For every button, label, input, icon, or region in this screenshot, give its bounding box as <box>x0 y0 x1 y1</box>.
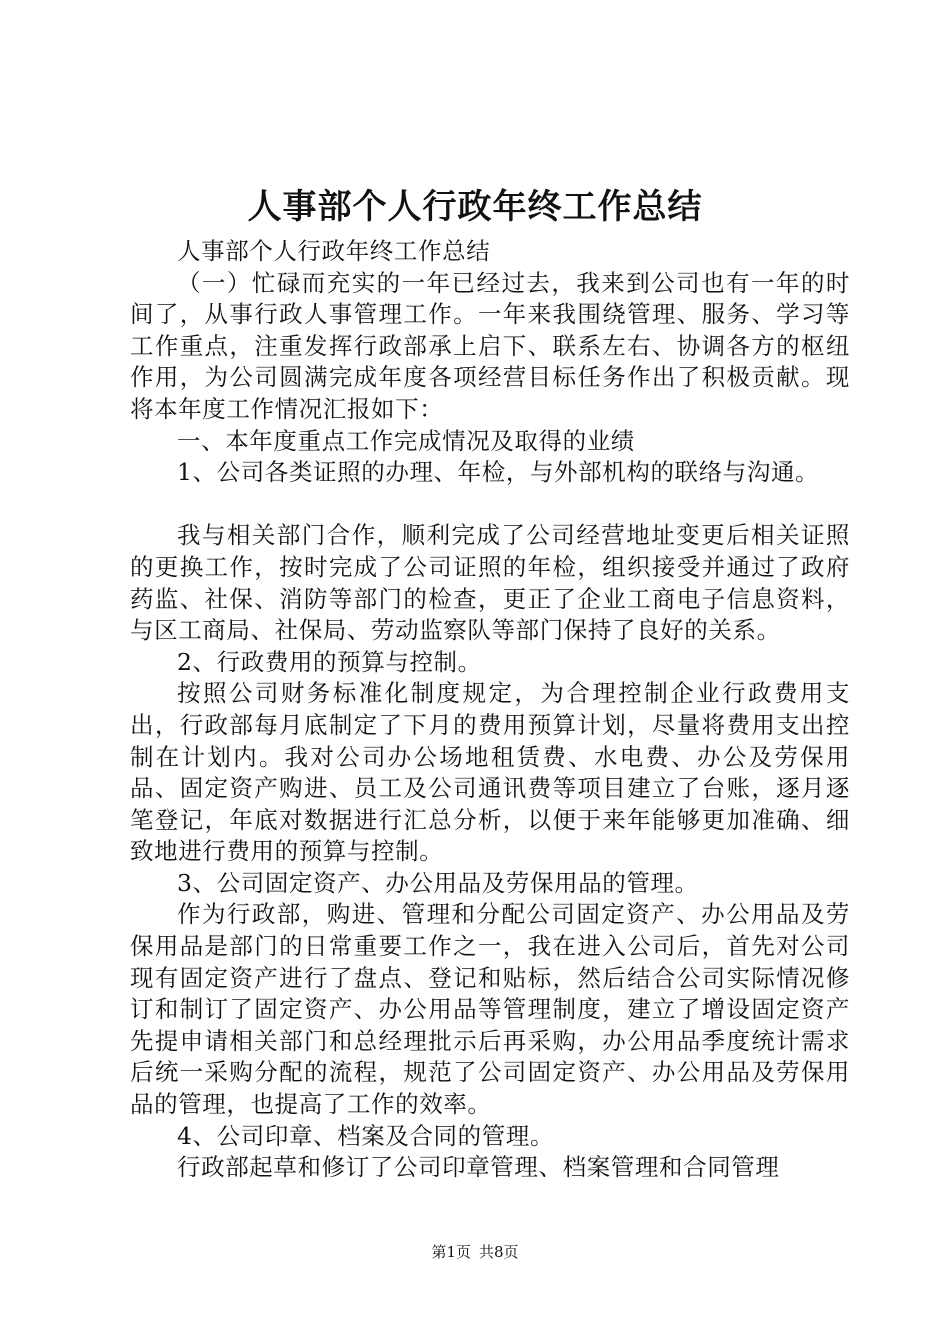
item-heading-3: 3、公司固定资产、办公用品及劳保用品的管理。 <box>177 868 699 897</box>
paragraph-item-3: 作为行政部，购进、管理和分配公司固定资产、办公用品及劳保用品是部门的日常重要工作之一，我在进入公司后，首先对公司现有固定资产进行了盘点、登记和贴标，然后结合公司实际情况修订和制订了固定资产、办公用品等管理制度，建立了增设固定资产先提申请相关部门和总经理批示后再采购，办公用品季度统计需求后统一采购分配的流程，规范了公司固定资产、办公用品及劳保用品的管理，也提高了工作的效率。 <box>130 900 850 1119</box>
page-total: 共8页 <box>479 1243 519 1261</box>
paragraph-subtitle: 人事部个人行政年终工作总结 <box>177 237 491 265</box>
page-number: 第1页 <box>431 1243 471 1261</box>
paragraph-intro: （一）忙碌而充实的一年已经过去，我来到公司也有一年的时间了，从事行政人事管理工作。一年来我围绕管理、服务、学习等工作重点，注重发挥行政部承上启下、联系左右、协调各方的枢纽作用，为公司圆满完成年度各项经营目标任务作出了积极贡献。现将本年度工作情况汇报如下： <box>130 268 850 423</box>
paragraph-item-1: 我与相关部门合作，顺利完成了公司经营地址变更后相关证照的更换工作，按时完成了公司证照的年检，组织接受并通过了政府药监、社保、消防等部门的检查，更正了企业工商电子信息资料，与区工商局、社保局、劳动监察队等部门保持了良好的关系。 <box>130 521 850 645</box>
item-heading-4: 4、公司印章、档案及合同的管理。 <box>177 1121 555 1150</box>
item-heading-2: 2、行政费用的预算与控制。 <box>177 647 482 676</box>
section-heading-1: 一、本年度重点工作完成情况及取得的业绩 <box>177 426 635 455</box>
paragraph-item-2: 按照公司财务标准化制度规定，为合理控制企业行政费用支出，行政部每月底制定了下月的费用预算计划，尽量将费用支出控制在计划内。我对公司办公场地租赁费、水电费、办公及劳保用品、固定资产购进、员工及公司通讯费等项目建立了台账，逐月逐笔登记，年底对数据进行汇总分析，以便于来年能够更加准确、细致地进行费用的预算与控制。 <box>130 679 850 866</box>
document-title: 人事部个人行政年终工作总结 <box>247 187 703 227</box>
item-heading-1: 1、公司各类证照的办理、年检，与外部机构的联络与沟通。 <box>177 458 820 487</box>
document-body <box>130 236 850 1184</box>
paragraph-item-4: 行政部起草和修订了公司印章管理、档案管理和合同管理 <box>177 1153 780 1182</box>
page-footer <box>0 1242 950 1262</box>
